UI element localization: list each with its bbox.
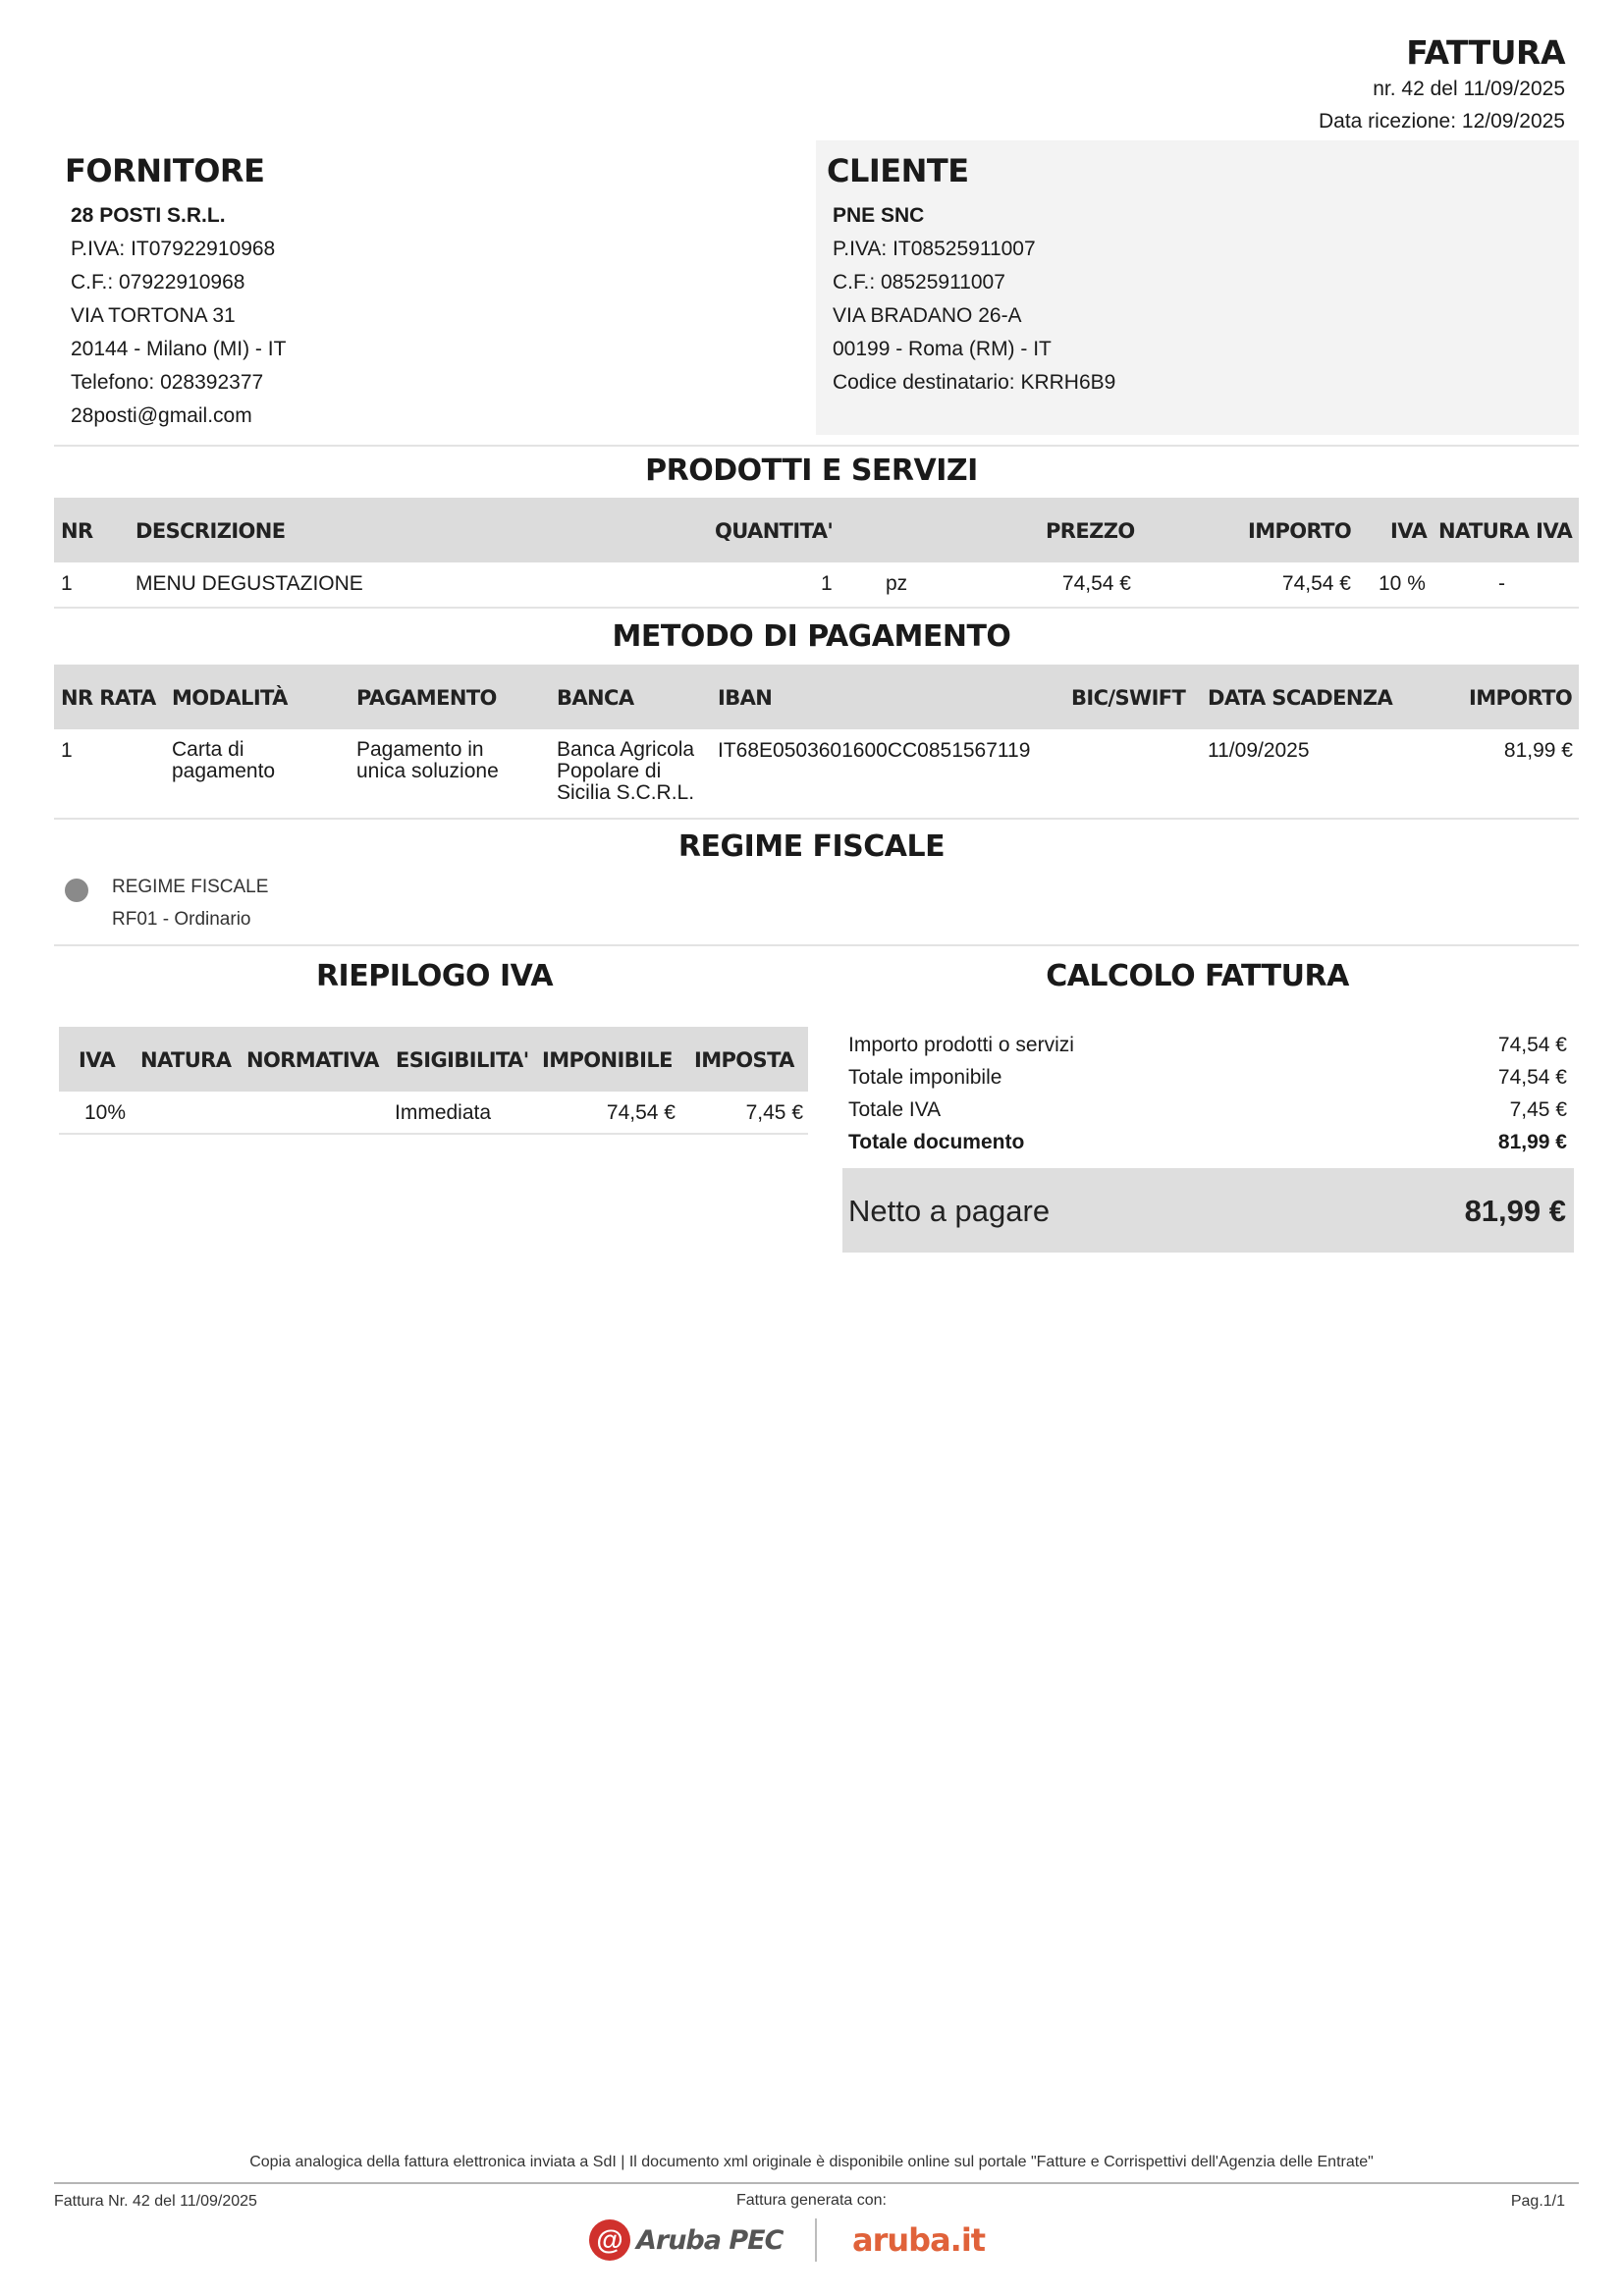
supplier-heading: FORNITORE — [65, 152, 265, 189]
supplier-address: VIA TORTONA 31 — [71, 304, 236, 327]
cell-descrizione: MENU DEGUSTAZIONE — [135, 572, 363, 595]
col-banca: BANCA — [557, 686, 634, 710]
supplier-phone: Telefono: 028392377 — [71, 371, 264, 394]
calc-label: Importo prodotti o servizi — [848, 1034, 1074, 1056]
calc-label: Totale IVA — [848, 1098, 942, 1121]
col-natura-iva: NATURA IVA — [1438, 519, 1573, 543]
col-pagamento: PAGAMENTO — [356, 686, 497, 710]
aruba-it-logo — [852, 2220, 985, 2260]
cell-vat-esigibilita: Immediata — [395, 1101, 492, 1124]
col-iva: IVA — [1390, 519, 1428, 543]
products-title: PRODOTTI E SERVIZI — [645, 454, 978, 488]
col-prezzo: PREZZO — [1046, 519, 1135, 543]
client-cf: C.F.: 08525911007 — [833, 271, 1005, 294]
calc-title: CALCOLO FATTURA — [1046, 959, 1349, 993]
footer-generated-with: Fattura generata con: — [736, 2192, 887, 2209]
col-vat-normativa: NORMATIVA — [246, 1048, 379, 1072]
netto-value: 81,99 € — [1464, 1194, 1566, 1228]
invoice-number: nr. 42 del 11/09/2025 — [1373, 78, 1565, 100]
col-vat-imponibile: IMPONIBILE — [542, 1048, 673, 1072]
calc-total-label: Totale documento — [848, 1131, 1025, 1153]
cell-modalita — [172, 739, 275, 782]
cell-scadenza: 11/09/2025 — [1208, 739, 1310, 762]
supplier-cf: C.F.: 07922910968 — [71, 271, 245, 294]
supplier-name: 28 POSTI S.R.L. — [71, 204, 226, 227]
aruba-it-text: aruba.it — [852, 2221, 986, 2259]
divider — [59, 1133, 808, 1135]
col-vat-natura: NATURA — [140, 1048, 232, 1072]
col-nr-rata: NR RATA — [61, 686, 156, 710]
divider — [54, 607, 1579, 609]
cell-nr-rata: 1 — [61, 739, 73, 762]
col-vat-imposta: IMPOSTA — [694, 1048, 794, 1072]
cell-modalita-line: pagamento — [172, 760, 276, 782]
cell-quantita: 1 — [821, 572, 833, 595]
cell-pagamento — [356, 739, 499, 782]
client-block — [816, 140, 1579, 435]
payment-title: METODO DI PAGAMENTO — [612, 619, 1011, 654]
cell-importo-rata: 81,99 € — [1503, 739, 1573, 762]
footer-page-number: Pag.1/1 — [1510, 2193, 1565, 2210]
logo-separator — [815, 2218, 817, 2262]
netto-box — [842, 1168, 1574, 1253]
netto-label: Netto a pagare — [848, 1194, 1051, 1228]
cell-banca-line: Popolare di — [557, 760, 662, 782]
footer-divider — [54, 2182, 1579, 2184]
cell-banca-line: Banca Agricola — [557, 738, 695, 761]
col-modalita: MODALITÀ — [172, 686, 288, 710]
cell-importo: 74,54 € — [1281, 572, 1351, 595]
divider — [54, 944, 1579, 946]
col-iban: IBAN — [718, 686, 773, 710]
cell-iva: 10 % — [1379, 572, 1426, 595]
divider — [54, 818, 1579, 820]
calc-total-value: 81,99 € — [1497, 1131, 1567, 1153]
col-quantita: QUANTITA' — [715, 519, 834, 543]
regime-title: REGIME FISCALE — [677, 829, 946, 864]
client-heading: CLIENTE — [827, 152, 969, 189]
supplier-city: 20144 - Milano (MI) - IT — [71, 338, 287, 360]
col-descrizione: DESCRIZIONE — [135, 519, 286, 543]
calc-value: 74,54 € — [1497, 1066, 1567, 1089]
cell-modalita-line: Carta di — [172, 738, 244, 761]
col-vat-iva: IVA — [79, 1048, 116, 1072]
cell-iban: IT68E0503601600CC0851567119 — [718, 739, 1031, 762]
footer-note: Copia analogica della fattura elettronica inviata a SdI | Il documento xml originale è disponibile online sul portale "Fatture e Corrispettivi dell'Agenzia delle Entrate" — [249, 2154, 1374, 2170]
regime-value: RF01 - Ordinario — [112, 909, 251, 930]
supplier-block — [54, 140, 810, 435]
vat-summary-title: RIEPILOGO IVA — [315, 959, 554, 993]
cell-vat-imposta: 7,45 € — [745, 1101, 803, 1124]
client-city: 00199 - Roma (RM) - IT — [833, 338, 1052, 360]
col-vat-esigibilita: ESIGIBILITA' — [396, 1048, 529, 1072]
calc-label: Totale imponibile — [848, 1066, 1002, 1089]
client-piva: P.IVA: IT08525911007 — [833, 238, 1036, 260]
aruba-pec-text: Aruba PEC — [636, 2224, 784, 2256]
cell-nr: 1 — [61, 572, 73, 595]
footer-invoice-ref: Fattura Nr. 42 del 11/09/2025 — [54, 2193, 257, 2210]
cell-unita: pz — [886, 572, 908, 595]
calc-value: 74,54 € — [1497, 1034, 1567, 1056]
receipt-date: Data ricezione: 12/09/2025 — [1318, 110, 1565, 133]
calc-value: 7,45 € — [1509, 1098, 1567, 1121]
client-code: Codice destinatario: KRRH6B9 — [833, 371, 1116, 394]
col-bic: BIC/SWIFT — [1071, 686, 1186, 710]
cell-banca-line: Sicilia S.C.R.L. — [557, 781, 695, 804]
col-nr: NR — [61, 519, 93, 543]
aruba-pec-logo — [589, 2220, 783, 2260]
cell-pagamento-line: Pagamento in — [356, 738, 484, 761]
divider — [54, 445, 1579, 447]
cell-prezzo: 74,54 € — [1061, 572, 1131, 595]
client-name: PNE SNC — [833, 204, 925, 227]
bullet-icon — [65, 879, 88, 902]
cell-vat-imponibile: 74,54 € — [606, 1101, 676, 1124]
cell-pagamento-line: unica soluzione — [356, 760, 499, 782]
supplier-piva: P.IVA: IT07922910968 — [71, 238, 276, 260]
col-scadenza: DATA SCADENZA — [1208, 686, 1393, 710]
supplier-email: 28posti@gmail.com — [71, 404, 252, 427]
col-importo-rata: IMPORTO — [1469, 686, 1573, 710]
cell-banca — [557, 739, 694, 804]
regime-label: REGIME FISCALE — [112, 877, 269, 897]
col-importo: IMPORTO — [1248, 519, 1352, 543]
document-title: FATTURA — [1406, 33, 1565, 72]
client-address: VIA BRADANO 26-A — [833, 304, 1022, 327]
cell-natura: - — [1498, 572, 1505, 595]
cell-vat-iva: 10% — [84, 1101, 127, 1124]
aruba-at-icon: @ — [589, 2219, 630, 2261]
